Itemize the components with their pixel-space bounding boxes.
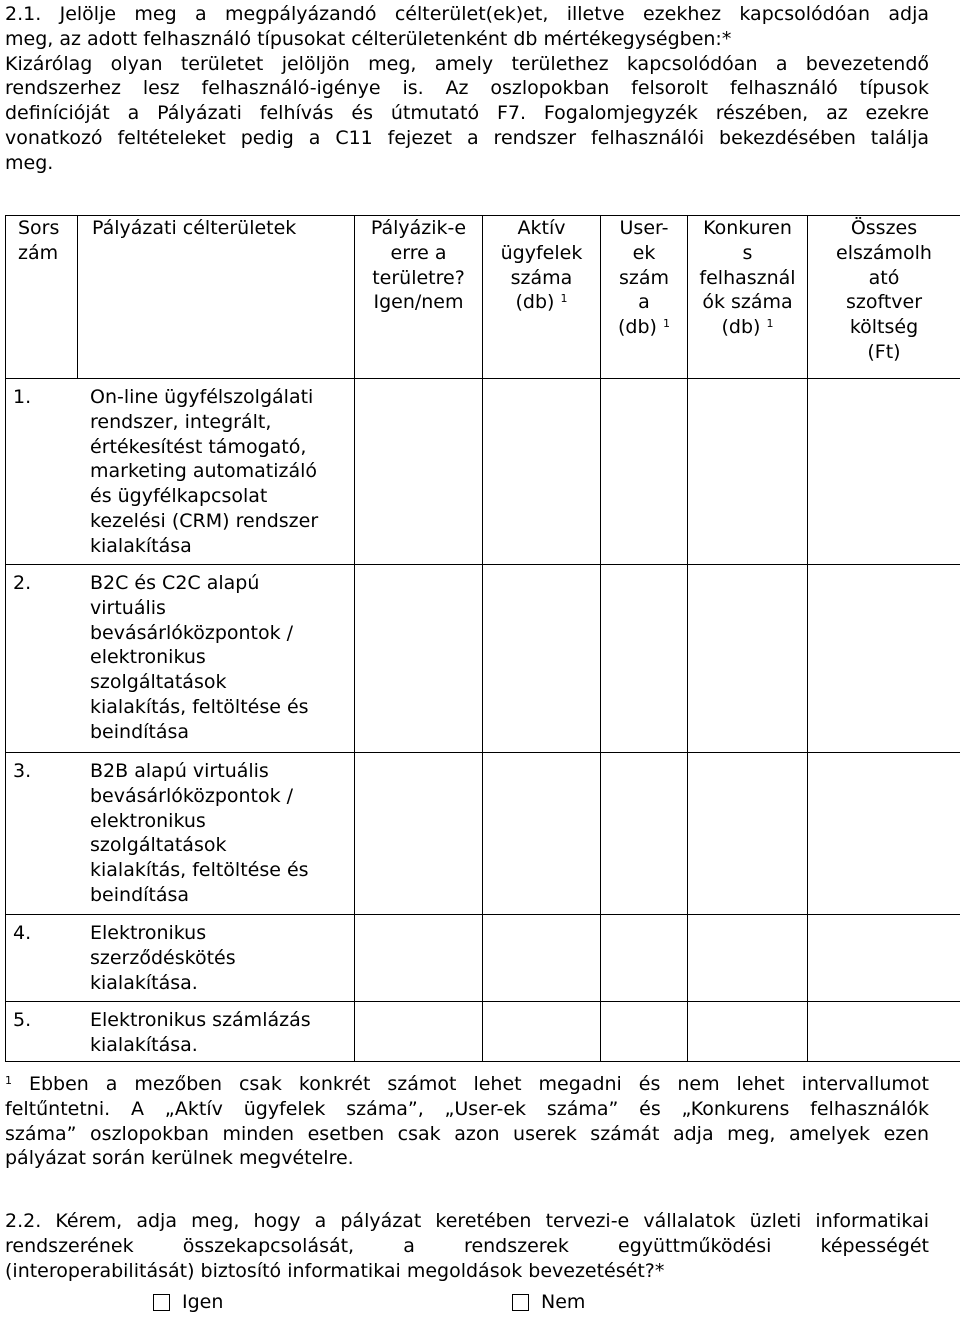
- header-celteruletek: Pályázati célterületek: [78, 216, 355, 379]
- footnote-line: $^1$ Ebben a mezőben csak konkrét számot lehet megadni és nem lehet intervallumot: [5, 1073, 929, 1095]
- intro-paragraph: [5, 2, 929, 176]
- row-label-cell: 3. B2B alapú virtuális bevásárlóközpontok / elektronikus szolgáltatások kialakítás, feltöltése és beindítása: [6, 753, 355, 915]
- header-osszes-koltseg: Összes elszámolh ató szoftver költség (Ft): [808, 216, 960, 379]
- input-osszes-koltseg[interactable]: [808, 1002, 960, 1062]
- intro-line: Kizárólag olyan területet jelöljön meg, amely területhez kapcsolódóan a bevezetendő: [5, 52, 929, 75]
- input-aktiv-ugyfelek[interactable]: [483, 379, 601, 565]
- row-number: 2.: [13, 572, 32, 594]
- option-yes[interactable]: [153, 1290, 223, 1315]
- footnote-mark: 1: [766, 317, 774, 331]
- row-label-cell: 2. B2C és C2C alapú virtuális bevásárlóközpontok / elektronikus szolgáltatások kialakítás, feltöltése és beindítása: [6, 565, 355, 753]
- row-number: 4.: [13, 922, 32, 944]
- target-areas-table: [5, 215, 960, 1062]
- question-line: rendszerének összekapcsolását, a rendszerek együttműködési képességét: [5, 1234, 929, 1257]
- question-line: 2.2. Kérem, adja meg, hogy a pályázat keretében tervezi-e vállalatok üzleti informatikai: [5, 1210, 929, 1232]
- table-row: [6, 915, 960, 1002]
- row-label-cell: 1. On-line ügyfélszolgálati rendszer, integrált, értékesítést támogató, marketing automatizáló és ügyfélkapcsolat kezelési (CRM) rendszer kialakítása: [6, 379, 355, 565]
- intro-line: meg, az adott felhasználó típusokat célterületenként db mértékegységben:*: [5, 27, 732, 50]
- intro-line: vonatkozó feltételeket pedig a C11 fejezet a rendszer felhasználói bekezdésében találja: [5, 126, 929, 149]
- checkbox-no[interactable]: [512, 1294, 529, 1311]
- input-osszes-koltseg[interactable]: [808, 379, 960, 565]
- header-userek: User- ek szám a (db) $^1$: [601, 216, 688, 379]
- table-row: [6, 753, 960, 915]
- table-row: [6, 565, 960, 753]
- input-aktiv-ugyfelek[interactable]: [483, 915, 601, 1002]
- input-userek[interactable]: [601, 915, 688, 1002]
- option-no-label: Nem: [541, 1291, 586, 1313]
- input-osszes-koltseg[interactable]: [808, 915, 960, 1002]
- footnote-line: pályázat során kerülnek megvételre.: [5, 1147, 354, 1170]
- row-number: 5.: [13, 1009, 32, 1031]
- footnote-line: száma” oszlopokban minden esetben csak azon userek számát adja meg, amelyek ezen: [5, 1122, 929, 1145]
- header-sorszam: Sors zám: [6, 216, 78, 379]
- row-number: 3.: [13, 760, 32, 782]
- row-label-cell: 5. Elektronikus számlázás kialakítása.: [6, 1002, 355, 1062]
- input-osszes-koltseg[interactable]: [808, 565, 960, 753]
- question-line: (interoperabilitását) biztosító informatikai megoldások bevezetését?*: [5, 1259, 665, 1282]
- input-osszes-koltseg[interactable]: [808, 753, 960, 915]
- footnote-line: feltűntetni. A „Aktív ügyfelek száma”, „User-ek száma” és „Konkurens felhasználók: [5, 1097, 929, 1120]
- input-konkurens[interactable]: [688, 753, 808, 915]
- intro-line: rendszerhez lesz felhasználó-igénye is. Az oszlopokban felsorolt felhasználó típusok: [5, 77, 929, 100]
- input-userek[interactable]: [601, 379, 688, 565]
- input-konkurens[interactable]: [688, 565, 808, 753]
- table-row: [6, 379, 960, 565]
- input-palyazik[interactable]: [355, 379, 483, 565]
- intro-line: meg.: [5, 151, 54, 174]
- input-userek[interactable]: [601, 753, 688, 915]
- input-palyazik[interactable]: [355, 753, 483, 915]
- input-userek[interactable]: [601, 565, 688, 753]
- intro-line: 2.1. Jelölje meg a megpályázandó célterület(ek)et, illetve ezekhez kapcsolódóan adja: [5, 3, 929, 25]
- header-konkurens: Konkuren s felhasznál ók száma (db) $^1$: [688, 216, 808, 379]
- intro-line: definícióját a Pályázati felhívás és útmutató F7. Fogalomjegyzék részében, az ezekre: [5, 102, 929, 125]
- input-konkurens[interactable]: [688, 915, 808, 1002]
- question-2-2: [5, 1209, 929, 1283]
- input-userek[interactable]: [601, 1002, 688, 1062]
- header-palyazik: Pályázik-e erre a területre? Igen/nem: [355, 216, 483, 379]
- input-palyazik[interactable]: [355, 565, 483, 753]
- footnote: [5, 1072, 929, 1171]
- input-konkurens[interactable]: [688, 379, 808, 565]
- input-konkurens[interactable]: [688, 1002, 808, 1062]
- input-palyazik[interactable]: [355, 1002, 483, 1062]
- option-yes-label: Igen: [182, 1291, 224, 1313]
- checkbox-yes[interactable]: [153, 1294, 170, 1311]
- footnote-mark: 1: [663, 317, 670, 331]
- row-label-cell: 4. Elektronikus szerződéskötés kialakítása.: [6, 915, 355, 1002]
- footnote-mark: 1: [5, 1074, 12, 1087]
- row-number: 1.: [13, 386, 32, 408]
- input-aktiv-ugyfelek[interactable]: [483, 1002, 601, 1062]
- input-palyazik[interactable]: [355, 915, 483, 1002]
- footnote-mark: 1: [560, 292, 568, 306]
- header-aktiv-ugyfelek: Aktív ügyfelek száma (db) $^1$: [483, 216, 601, 379]
- option-no[interactable]: [512, 1290, 585, 1315]
- input-aktiv-ugyfelek[interactable]: [483, 565, 601, 753]
- table-header-row: [6, 216, 960, 379]
- table-row: [6, 1002, 960, 1062]
- input-aktiv-ugyfelek[interactable]: [483, 753, 601, 915]
